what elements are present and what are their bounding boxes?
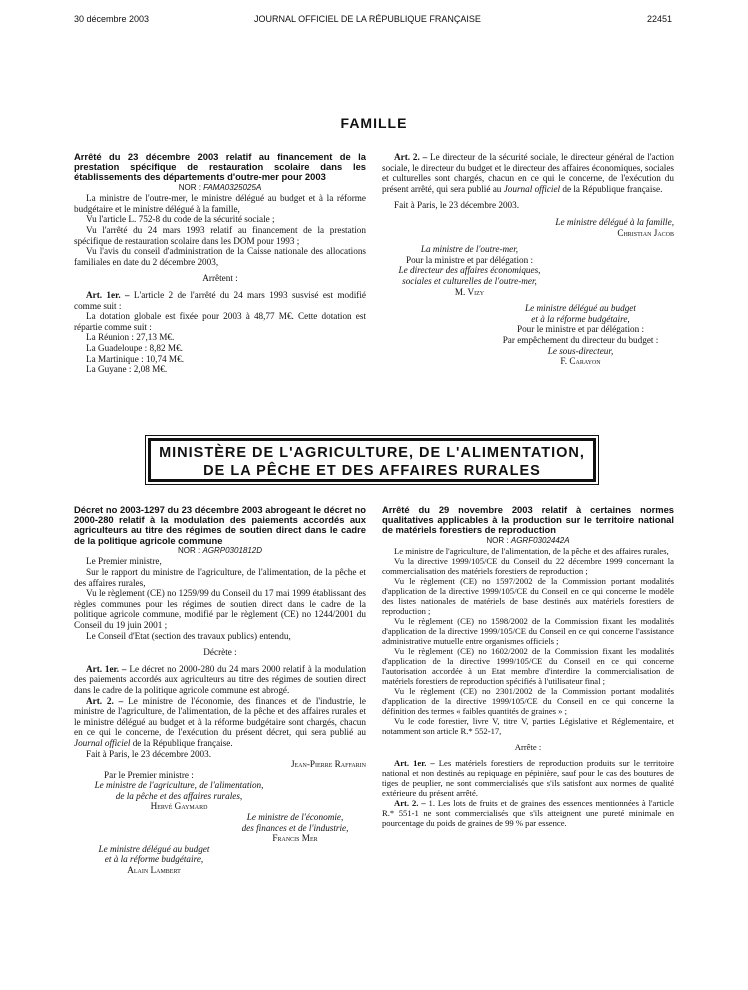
nor-reference: NOR : AGRF0302442A [486, 535, 570, 545]
signatory-role: Le ministre délégué au budget [98, 843, 210, 854]
ministry-heading-box [148, 438, 596, 482]
signatory-name: M. Vizy [454, 286, 485, 297]
decret-article [74, 505, 366, 876]
visa-paragraph: Vu le code forestier, livre V, titre V, parties Législative et Réglementaire, et notamment son article R.* 552-17, [382, 715, 674, 736]
fait-a-paris: Fait à Paris, le 23 décembre 2003. [86, 748, 212, 759]
signatory-name: F. Carayon [560, 356, 601, 367]
signatory-role: Le ministre délégué au budget [525, 303, 636, 314]
signatory-name: Christian Jacob [617, 227, 674, 238]
article-1: Art. 1er. – L'article 2 de l'arrêté du 24 mars 1993 susvisé est modifié comme suit : [74, 289, 366, 311]
article-1: Art. 1er. – Les matériels forestiers de reproduction produits sur le territoire national et non destinés au repiquage en pépinière, sauf pour le cas des boutures de tiges de peuplier, ne sont commercialisés que s'ils satisfont aux normes de qualité extérieure du présent arrêté. [382, 757, 674, 798]
visa-paragraph: Vu le règlement (CE) no 1597/2002 de la Commission portant modalités d'application de la directive 1999/105/CE du Conseil en ce qui concerne le modèle des listes nationales de matériels de base destinés aux matériels forestiers de reproduction ; [382, 575, 674, 616]
visa-paragraph: Vu la directive 1999/105/CE du Conseil du 22 décembre 1999 concernant la commercialisation des matériels forestiers de reproduction ; [382, 555, 674, 576]
visa-paragraph: Sur le rapport du ministre de l'agriculture, de l'alimentation, de la pêche et des affaires rurales, [74, 567, 366, 588]
signatory-role: des finances et de l'industrie, [241, 822, 349, 833]
signatory-role: Le ministre de l'agriculture, de l'alimentation, [94, 780, 264, 791]
arrete-agri-article [382, 505, 674, 828]
section-title: FAMILLE [340, 115, 408, 131]
decrete-label: Décrète : [203, 647, 237, 658]
repartition-item: La Réunion : 27,13 M€. [86, 332, 175, 343]
nor-reference: NOR : AGRP0301812D [177, 545, 263, 555]
repartition-item: La Guyane : 2,08 M€. [86, 364, 168, 375]
arretent-label: Arrêtent : [202, 273, 238, 284]
signatory-name: Jean-Pierre Raffarin [290, 759, 366, 770]
article-2: Art. 2. – 1. Les lots de fruits et de graines des essences mentionnées à l'article R.* 551-1 ne sont commercialisés que s'ils atteignent une pureté minimale en pourcentage du poids de graines de 99 % par essence. [382, 797, 674, 828]
arrete-label: Arrête : [514, 741, 542, 752]
article-title: Arrêté du 23 décembre 2003 relatif au financement de la prestation spécifique de restauration scolaire dans les établissements des départements d'outre-mer pour 2003 [74, 151, 366, 183]
header-page-number: 22451 [646, 14, 672, 24]
visa-paragraph: Vu le règlement (CE) no 1598/2002 de la Commission fixant les modalités d'application de la directive 1999/105/CE du Conseil en ce qui concerne l'assistance administrative mutuelle entre organismes officiels ; [382, 615, 674, 646]
signatory-role: Le ministre de l'économie, [246, 812, 344, 823]
fait-a-paris: Fait à Paris, le 23 décembre 2003. [394, 200, 520, 211]
ministry-heading-line: DE LA PÊCHE ET DES AFFAIRES RURALES [203, 463, 541, 479]
header-journal: JOURNAL OFFICIEL DE LA RÉPUBLIQUE FRANÇAISE [254, 14, 481, 24]
signatory-name: Alain Lambert [127, 865, 181, 876]
visa-paragraph: La ministre de l'outre-mer, le ministre délégué au budget et à la réforme budgétaire et le ministre délégué à la famille, [74, 193, 366, 214]
visa-paragraph: Vu le règlement (CE) no 1602/2002 de la Commission fixant les modalités d'application de la directive 1999/105/CE du Conseil en ce qui concerne l'autorisation accordée à un Etat membre d'interdire la commercialisation de matériels forestiers de reproduction spécifiés à l'utilisateur final ; [382, 645, 674, 686]
visa-paragraph: Vu le règlement (CE) no 2301/2002 de la Commission portant modalités d'application de la directive 1999/105/CE du Conseil en ce qui concerne la définition des termes « faibles quantités de graines » ; [382, 685, 674, 716]
signatory-role: Le sous-directeur, [547, 345, 614, 356]
article-title: Arrêté du 29 novembre 2003 relatif à certaines normes qualitatives applicables à la production sur le territoire national de matériels forestiers de reproduction [382, 504, 674, 536]
repartition-item: La Martinique : 10,74 M€. [86, 353, 184, 364]
header-date: 30 décembre 2003 [74, 14, 150, 24]
signatory-role: et à la réforme budgétaire, [104, 854, 204, 865]
signatory-role: Le ministre délégué à la famille, [555, 216, 674, 227]
article-title: Décret no 2003-1297 du 23 décembre 2003 abrogeant le décret no 2000-280 relatif à la modulation des paiements accordés aux agriculteurs au titre des régimes de soutien direct dans le cadre de la politique agricole commune [74, 504, 366, 546]
signatory-name: Francis Mer [272, 833, 318, 844]
visa-paragraph: Le Conseil d'Etat (section des travaux publics) entendu, [86, 630, 291, 641]
repartition-item: La Guadeloupe : 8,82 M€. [86, 342, 183, 353]
article-2: Art. 2. – Le directeur de la sécurité sociale, le directeur général de l'action sociale, le directeur du budget et le directeur des affaires économiques, sociales et culturelles sont chargés, chacun en ce qui le concerne, de l'exécution du présent arrêté, qui sera publié au Journal officiel de la République française. [382, 152, 674, 194]
famille-article-right [382, 152, 674, 367]
visa-paragraph: Vu l'avis du conseil d'administration de la Caisse nationale des allocations familiales en date du 2 décembre 2003, [74, 246, 366, 267]
famille-article-left [74, 152, 366, 375]
nor-reference: NOR : FAMA0325025A [178, 182, 262, 192]
signatory-role: La ministre de l'outre-mer, [420, 244, 519, 255]
delegation-line: Pour le ministre et par délégation : [516, 324, 645, 335]
signatory-name: Hervé Gaymard [150, 801, 208, 812]
signatory-role: et à la réforme budgétaire, [531, 313, 630, 324]
signatory-role: Le directeur des affaires économiques, [398, 265, 541, 276]
visa-paragraph: Vu l'article L. 752-8 du code de la sécurité sociale ; [86, 214, 275, 225]
article-2: Art. 2. – Le ministre de l'économie, des finances et de l'industrie, le ministre de l'agriculture, de l'alimentation, de la pêche et des affaires rurales et le ministre délégué au budget et à la réforme budgétaire sont chargés, chacun en ce qui le concerne, de l'exécution du présent décret, qui sera publié au Journal officiel de la République française. [74, 695, 366, 748]
signatory-role: sociales et culturelles de l'outre-mer, [402, 275, 537, 286]
visa-paragraph: Le Premier ministre, [86, 556, 162, 567]
dotation-paragraph: La dotation globale est fixée pour 2003 à 48,77 M€. Cette dotation est répartie comme suit : [74, 311, 366, 332]
delegation-line: Par le Premier ministre : [104, 769, 194, 780]
article-1: Art. 1er. – Le décret no 2000-280 du 24 mars 2000 relatif à la modulation des paiements accordés aux agriculteurs au titre des régimes de soutien direct dans le cadre de la politique agricole commune est abrogé. [74, 663, 366, 695]
visa-paragraph: Vu le règlement (CE) no 1259/99 du Conseil du 17 mai 1999 établissant des règles communes pour les régimes de soutien direct dans le cadre de la politique agricole commune, modifié par le règlement (CE) no 1244/2001 du Conseil du 19 juin 2001 ; [74, 588, 366, 630]
signatory-role: de la pêche et des affaires rurales, [115, 790, 243, 801]
delegation-line: Pour la ministre et par délégation : [405, 254, 534, 265]
ministry-heading-line: MINISTÈRE DE L'AGRICULTURE, DE L'ALIMENTATION, [159, 445, 585, 461]
visa-paragraph: Le ministre de l'agriculture, de l'alimentation, de la pêche et des affaires rurales, [394, 545, 669, 556]
delegation-line: Par empêchement du directeur du budget : [502, 334, 659, 345]
visa-paragraph: Vu l'arrêté du 24 mars 1993 relatif au financement de la prestation spécifique de restauration scolaire dans les DOM pour 1993 ; [74, 224, 366, 246]
